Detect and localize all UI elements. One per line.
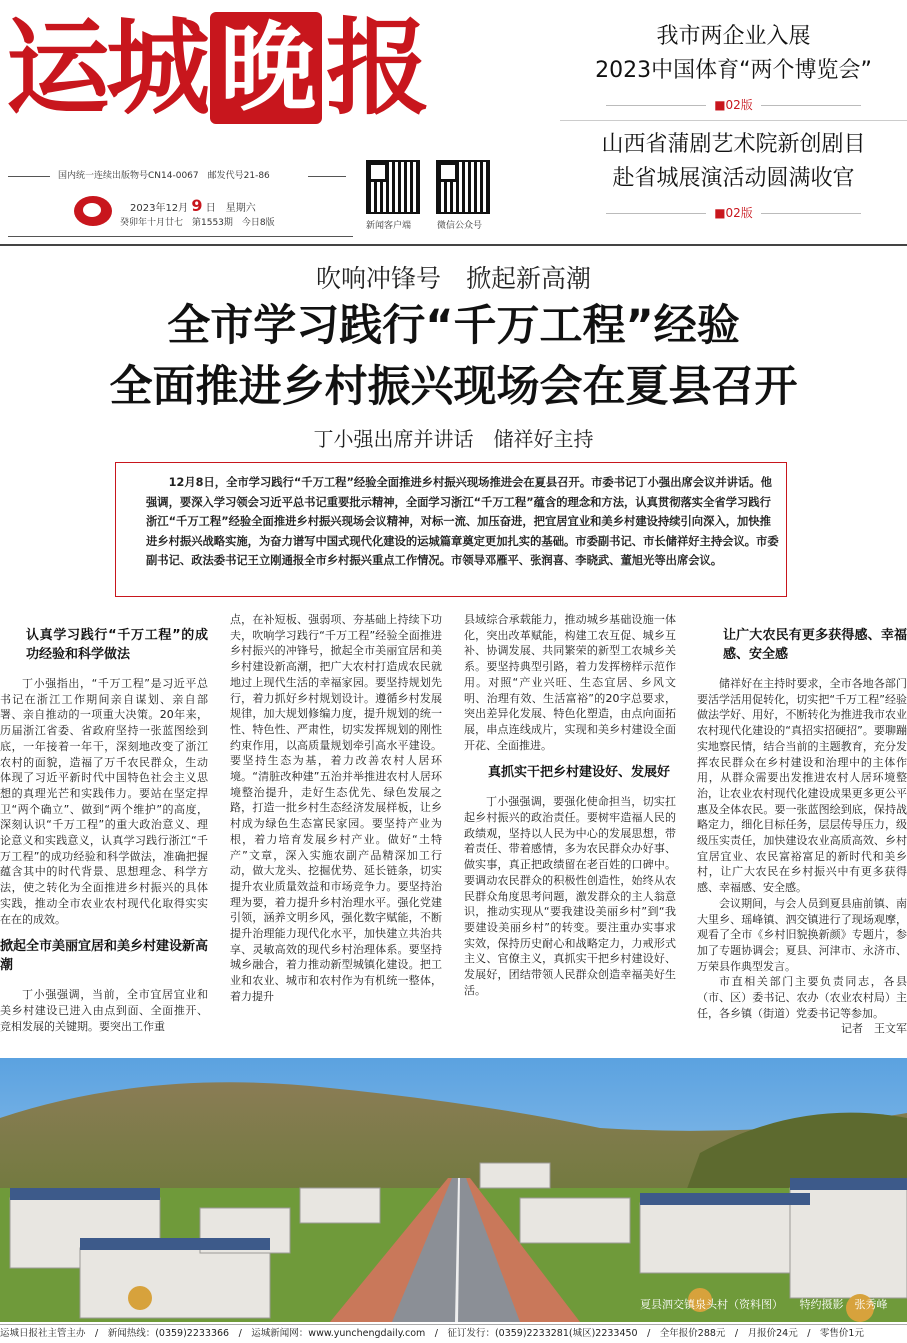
date-suffix: 日 星期六 [205,203,256,214]
qr-code-icon[interactable] [436,160,490,214]
column-3 [464,612,676,998]
logo-char: 运 [6,6,107,129]
logo-char-boxed: 晚 [210,12,322,124]
qr-caption: 微信公众号 [437,221,483,231]
divider [8,236,353,237]
paragraph: 丁小强强调，要强化使命担当，切实扛起乡村振兴的政治责任。要树牢造福人民的政绩观，坚持以人民为中心的发展思想，带着责任、带着感情，多为农民群众办好事、做实事，真正把政绩留在老百姓的口碑中。要调动农民群众的积极性创造性，始终从农民群众角度思考问题，激发群众的主人翁意识，推动实现从“要我建设美丽乡村”到“我要建设美丽乡村”的转变。要注重办实事求实效，保持历史耐心和战略定力，力戒形式主义、官僚主义，真抓实干把乡村建设好、发展好，团结带领人民群众创造幸福美好生活。 [464,795,676,997]
masthead [0,0,560,240]
teaser-title-line: 我市两企业入展 [656,24,811,49]
divider [8,176,50,177]
date-prefix: 2023年12月 [130,203,189,214]
divider [308,176,346,177]
teaser-title-line: 2023中国体育“两个博览会” [595,58,872,83]
paragraph: 丁小强强调，当前，全市宜居宜业和美乡村建设已进入由点到面、全面推开、竞相发展的关键期。要突出工作重 [0,988,208,1033]
paragraph: 会议期间，与会人员到夏县庙前镇、南大里乡、瑶峰镇、泗交镇进行了现场观摩，观看了全市《乡村旧貌换新颜》专题片，参加了专题协调会；夏县、河津市、永济市、万荣县作典型发言。 [697,896,907,973]
qr-caption: 新闻客户端 [366,221,412,231]
teaser-title-line: 山西省蒲剧艺术院新创剧目 [601,132,866,157]
paragraph: 县域综合承载能力，推动城乡基础设施一体化，突出改革赋能，构建工农互促、城乡互补、协调发展、共同繁荣的新型工农城乡关系。要坚持典型引路，着力发挥榜样示范作用。对照“产业兴旺、生态宜居、乡风文明、治理有效、生活富裕”的20字总要求，突出差异化发展、特色化塑造，由点向面拓展，串点连线成片，实现和美乡村建设全面开花、全面推进。 [464,613,676,752]
lead-text: 12月8日，全市学习践行“千万工程”经验全面推进乡村振兴现场推进会在夏县召开。市委书记丁小强出席会议并讲话。他强调，要深入学习领会习近平总书记重要批示精神，全面学习浙江“千万工程”蕴含的理念和方法，认真贯彻落实全省学习践行浙江“千万工程”经验全面推进乡村振兴现场会议精神，对标一流、加压奋进，把宜居宜业和美乡村建设持续引向深入，加快推进乡村振兴战略实施，为奋力谱写中国式现代化建设的运城篇章奠定更加扎实的基础。市委副书记、市长储祥好主持会议。市委副书记、政法委书记王立刚通报全市乡村振兴重点工作情况。市领导邓雁平、张润喜、李晓武、董旭光等出席会议。 [146,476,779,568]
emblem-icon [74,196,112,226]
column-2 [230,612,442,1005]
logo-char: 城 [106,6,207,129]
teaser-page-ref[interactable]: ■02版 [560,96,907,113]
teaser-page-ref[interactable]: ■02版 [560,204,907,221]
newspaper-logo[interactable] [6,8,426,128]
column-4 [697,622,907,1037]
date-day: 9 [191,196,203,215]
column-1 [0,622,208,1034]
kicker: 吹响冲锋号 掀起新高潮 [315,264,591,293]
qr-code-icon[interactable] [366,160,420,214]
issue-date [130,196,256,215]
subheading: 认真学习践行“千万工程”的成功经验和科学做法 [26,628,208,662]
teaser-title-line: 赴省城展演活动圆满收官 [612,166,855,191]
teaser-1[interactable] [560,20,907,88]
masthead-rule [0,244,907,246]
paragraph: 储祥好在主持时要求，全市各地各部门要活学活用促转化，切实把“千万工程”经验做法学好、用好，不断转化为推进我市农业农村现代化建设的“真招实招硬招”。要聊蹦实地察民情，结合当前的主题教育，充分发挥农民群众在乡村建设和治理中的主体作用，从群众需要出发推进农村人居环境整治，让农业农村现代化建设成果更多更公平惠及全体农民。要一张蓝图绘到底，保持战略定力，细化目标任务，层层传导压力，级级压实责任，加快建设农业高质高效、乡村宜居宜业、农民富裕富足的新时代和美乡村，让广大农民在乡村振兴中有更多获得感、幸福感、安全感。 [697,677,907,895]
photo-illustration [0,1058,907,1322]
paragraph: 丁小强指出，“千万工程”是习近平总书记在浙江工作期间亲自谋划、亲自部署、亲自推动的一项重大决策。20年来，历届浙江省委、省政府坚持一张蓝图绘到底，一年接着一年干，深刻地改变了浙江农村的面貌，造福了万千农民群众，生动体现了习近平新时代中国特色社会主义思想的真理光芒和实践伟力。要站在坚定捍卫“两个确立”、做到“两个维护”的高度，深刻认识“千万工程”的重大政治意义、理论意义和实践意义，认真学习践行浙江“千万工程”的成功经验和科学做法，准确把握蕴含其中的时代背景、思想理念、科学方法，使之转化为全面推进乡村振兴的具体实践，推动全市农业农村现代化取得实实在在的成效。 [0,677,208,926]
byline: 记者 王文军 [841,1022,907,1036]
teaser-2[interactable] [560,128,907,196]
paragraph: 点，在补短板、强弱项、夯基础上持续下功夫，吹响学习践行“千万工程”经验全面推进乡村振兴的冲锋号，掀起全市美丽宜居和美乡村建设新高潮，把广大农村打造成农民就地过上现代生活的幸福家园。要坚持规划先行，着力抓好乡村规划设计。遵循乡村发展规律，加大规划修编力度，提升规划的统一性、特色性、严肃性，切实发挥规划的刚性约束作用，以高质量规划牵引高水平建设。要坚持生态为基，着力改善农村人居环境。“清脏改种建”五治并举推进农村人居环境整治提升，走好生态优先、绿色发展之路，打造一批乡村生态经济发展样板，让乡村成为绿色生态富民家园。要坚持产业为根，着力培育发展乡村产业。做好“土特产”文章，深入实施农副产品精深加工行动，做大龙头、挖掘优势、延长链条，切实提升农业质量效益和市场竞争力。要坚持治理为要，着力提升乡村治理水平。强化党建引领，涵养文明乡风，强化数字赋能，不断提升治理能力现代化水平，加快建立共治共享、灵敏高效的现代乡村治理体系。要坚持城乡融合，着力推动新型城镇化建设。把工业和农业、城市和农村作为有机统一整体，着力提升 [230,613,442,1003]
paragraph: 市直相关部门主要负责同志，各县（市、区）委书记、农办（农业农村局）主任，各乡镇（街道）党委书记等参加。 [697,975,907,1020]
publication-number: 国内统一连续出版物号CN14-0067 邮发代号21-86 [58,171,270,181]
divider [560,120,907,121]
lead-summary-box [115,462,787,597]
subheading: 掀起全市美丽宜居和美乡村建设新高潮 [0,939,209,974]
village-photo[interactable] [0,1058,907,1322]
photo-caption: 夏县泗交镇泉头村（资料图） 特约摄影 张秀峰 [640,1298,888,1311]
headline-line-2[interactable]: 全面推进乡村振兴现场会在夏县召开 [109,362,798,412]
logo-char: 报 [326,6,427,129]
subheading: 让广大农民有更多获得感、幸福感、安全感 [723,628,907,662]
page-number: 02版 [725,206,753,220]
subheading: 真抓实干把乡村建设好、发展好 [488,765,671,781]
page-number: 02版 [725,98,753,112]
lunar-date-line: 癸卯年十月廿七 第1553期 今日8版 [120,218,275,228]
footer-bar: 运城日报社主管主办 / 新闻热线：(0359)2233366 / 运城新闻网：www.yunchengdaily.com / 征订发行：(0359)2233281(城区)2233450 / 全年报价288元 / 月报价24元 / 零售价1元 [0,1324,907,1343]
headline-line-1[interactable]: 全市学习践行“千万工程”经验 [167,301,740,351]
deck: 丁小强出席并讲话 储祥好主持 [313,427,594,451]
